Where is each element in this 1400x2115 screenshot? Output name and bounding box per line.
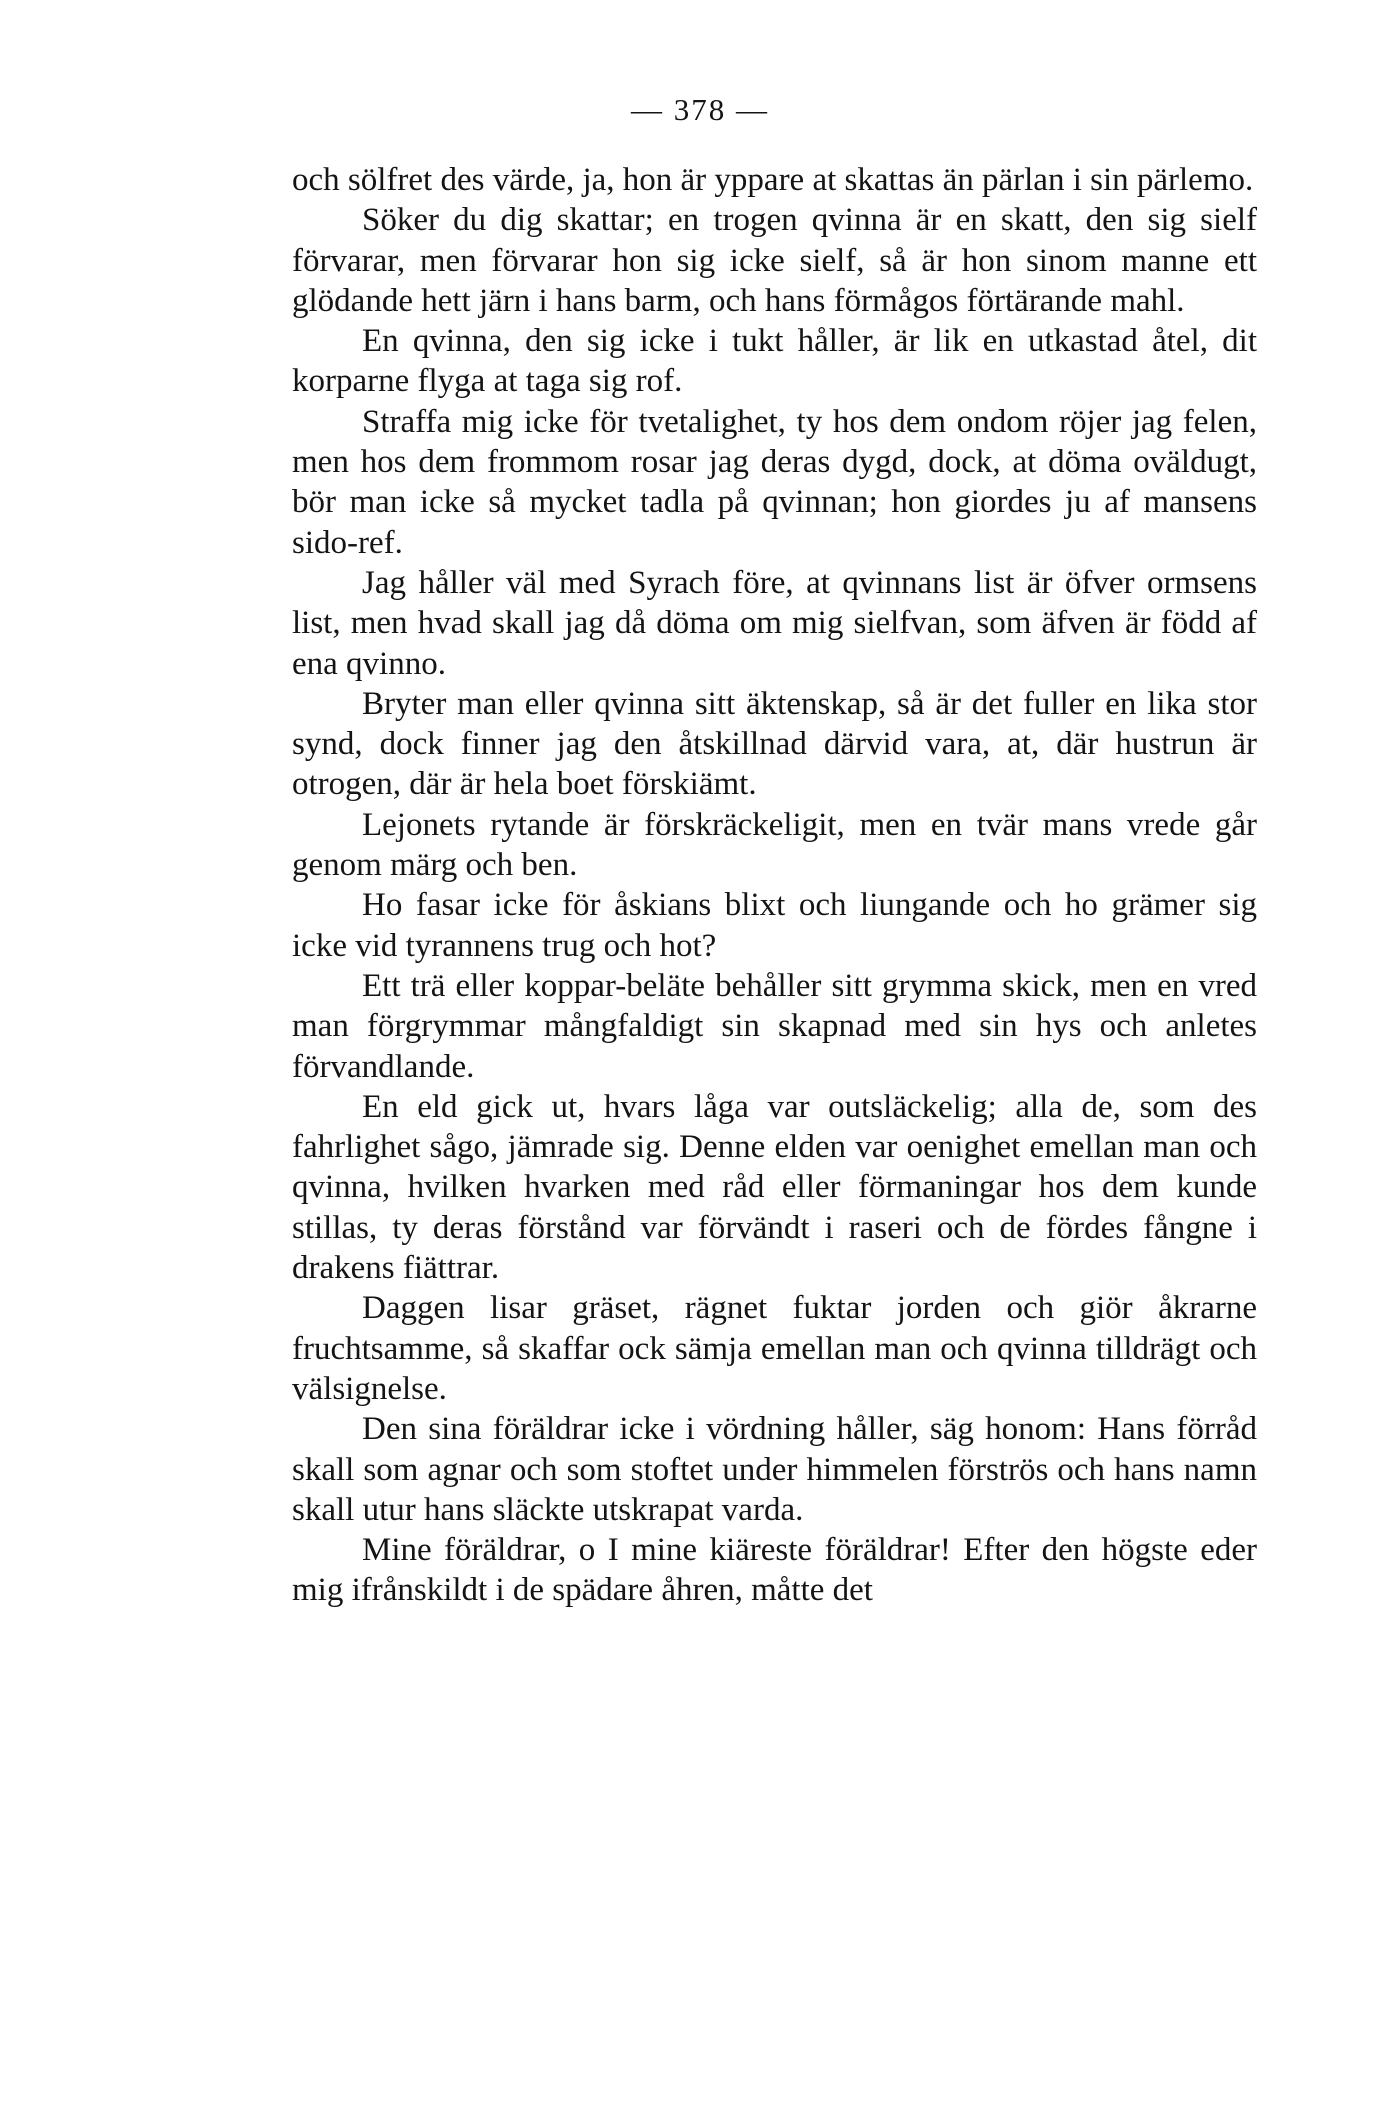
paragraph: En qvinna, den sig icke i tukt håller, är lik en utkastad åtel, dit korparne flyga at taga sig rof. <box>292 323 1257 400</box>
paragraph: Bryter man eller qvinna sitt äktenskap, så är det fuller en lika stor synd, dock finner jag den åtskillnad därvid vara, at, där hustrun är otrogen, där är hela boet förskiämt. <box>292 685 1257 803</box>
paragraph: Straffa mig icke för tvetalighet, ty hos dem ondom röjer jag felen, men hos dem frommom rosar jag deras dygd, dock, at döma oväldugt, bör man icke så mycket tadla på qvinnan; hon giordes ju af mansens sido-ref. <box>292 403 1257 561</box>
paragraph: Jag håller väl med Syrach före, at qvinnans list är öfver ormsens list, men hvad skall jag då döma om mig sielfvan, som äfven är född af ena qvinno. <box>292 564 1257 682</box>
paragraph: Söker du dig skattar; en trogen qvinna är en skatt, den sig sielf förvarar, men förvarar hon sig icke sielf, så är hon sinom manne ett glödande hett järn i hans barm, och hans förmågos förtärande mahl. <box>292 202 1257 319</box>
paragraph: Lejonets rytande är förskräckeligit, men en tvär mans vrede går genom märg och ben. <box>292 806 1257 884</box>
paragraph: Ho fasar icke för åskians blixt och liungande och ho grämer sig icke vid tyrannens trug och hot? <box>292 887 1257 964</box>
paragraph: Ett trä eller koppar-beläte behåller sitt grymma skick, men en vred man förgrymmar mångfaldigt sin skapnad med sin hys och anletes förvandlande. <box>292 967 1257 1085</box>
paragraph: Daggen lisar gräset, rägnet fuktar jorden och giör åkrarne fruchtsamme, så skaffar ock sämja emellan man och qvinna tilldrägt och välsignelse. <box>292 1290 1257 1407</box>
paragraph: och sölfret des värde, ja, hon är yppare at skattas än pärlan i sin pärlemo. <box>292 162 1254 198</box>
paragraph: En eld gick ut, hvars låga var outsläckelig; alla de, som des fahrlighet sågo, jämrade sig. Denne elden var oenighet emellan man och qvinna, hvilken hvarken med råd eller förmaningar hos dem kunde stillas, ty deras förstånd var förvändt i raseri och de fördes fångne i drakens fiättrar. <box>292 1088 1257 1287</box>
body-text <box>292 160 1257 1611</box>
paragraph: Den sina föräldrar icke i vördning håller, säg honom: Hans förråd skall som agnar och som stoftet under himmelen förströs och hans namn skall utur hans släckte utskrapat varda. <box>292 1411 1257 1528</box>
page-number: — 378 — <box>631 92 769 127</box>
paragraph: Mine föräldrar, o I mine kiäreste föräldrar! Efter den högste eder mig ifrånskildt i de spädare åhren, måtte det <box>292 1532 1257 1609</box>
